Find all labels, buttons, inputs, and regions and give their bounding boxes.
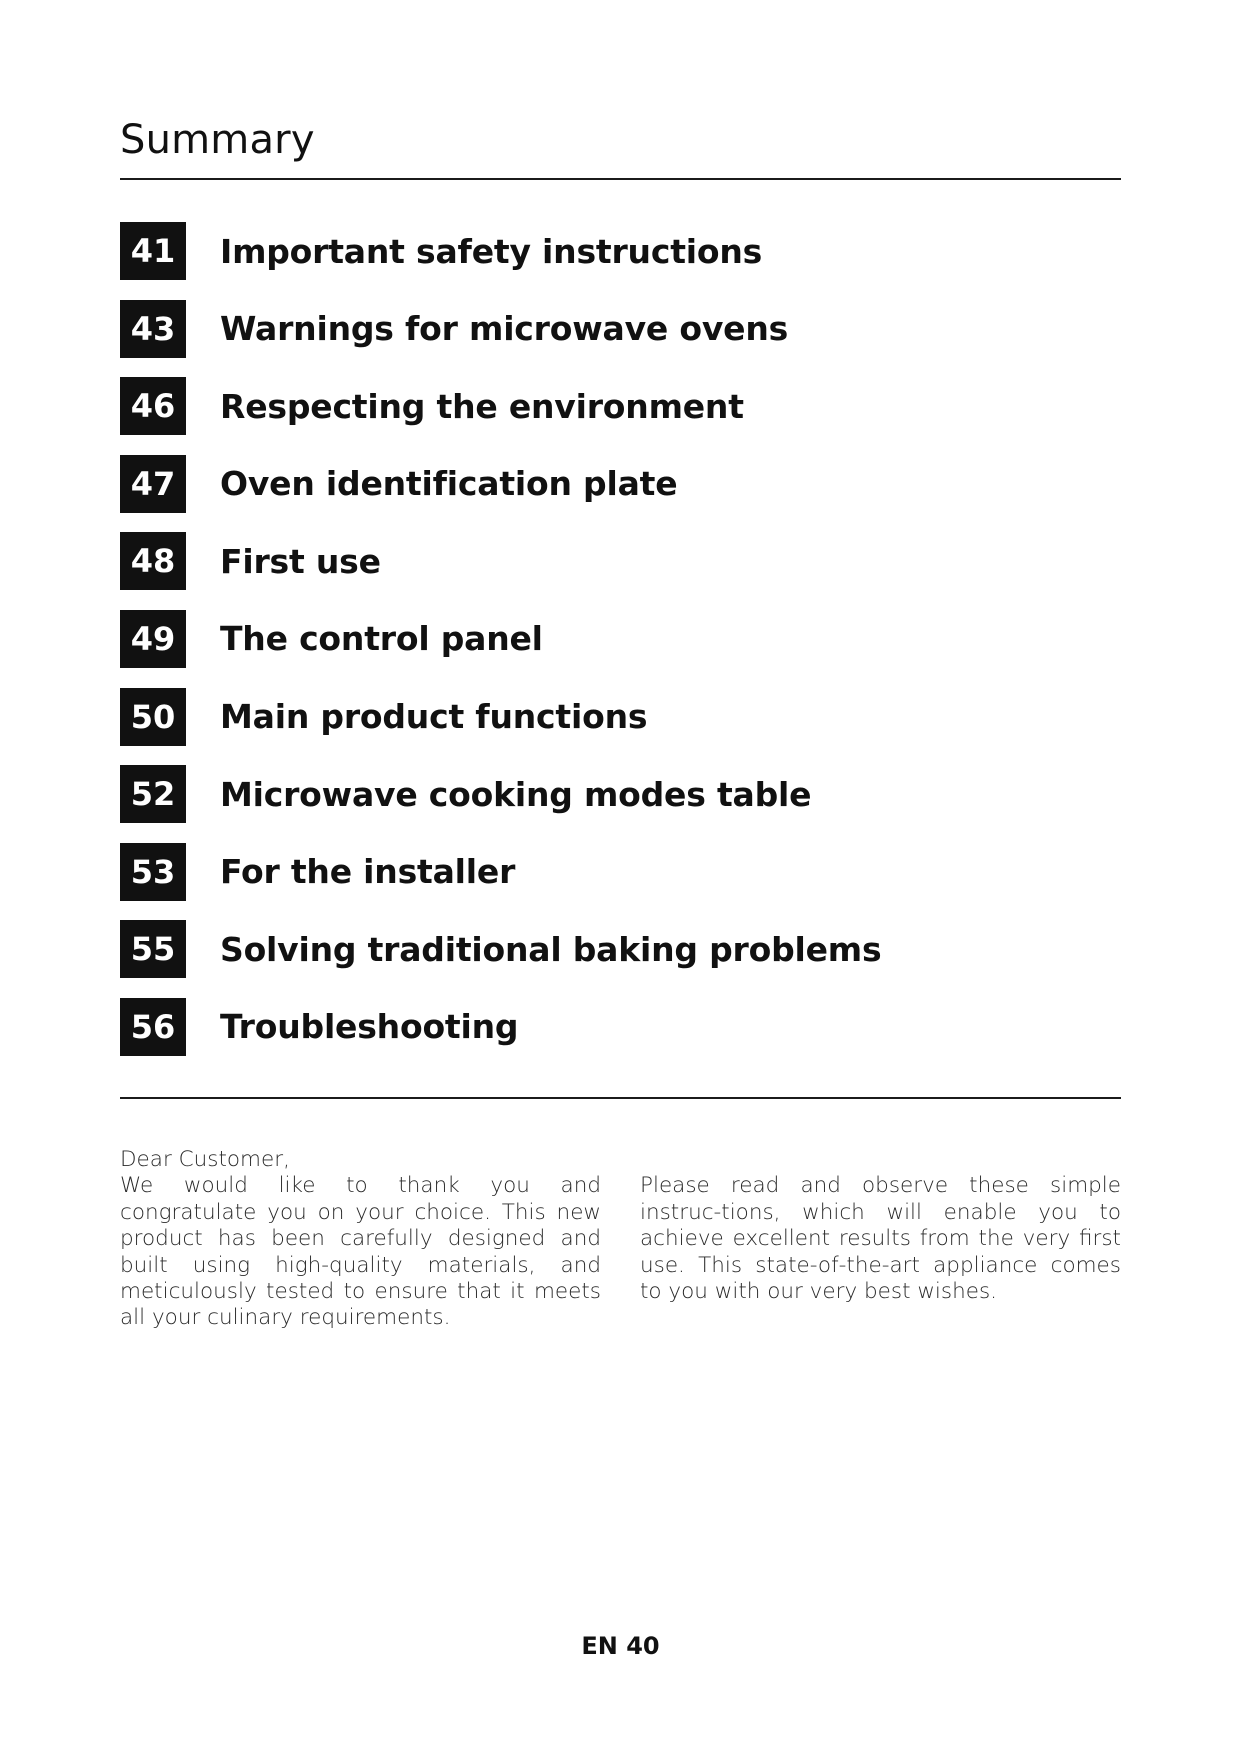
table-of-contents: [120, 222, 1120, 1076]
toc-entry-label: The control panel: [220, 619, 543, 659]
intro-greeting: Dear Customer,: [120, 1147, 290, 1172]
toc-entry[interactable]: [120, 610, 1120, 668]
toc-entry[interactable]: [120, 455, 1120, 513]
toc-entry-label: Main product functions: [220, 697, 648, 737]
toc-entry-label: Respecting the environment: [220, 386, 744, 426]
intro-paragraph-right: Please read and observe these simple instruc-tions, which will enable you to achieve excellent results from the very first use. This state-of-the-art appliance comes to you with our very best wishes.: [640, 1173, 1121, 1305]
toc-entry-label: Troubleshooting: [220, 1007, 519, 1047]
bottom-divider: [120, 1097, 1121, 1099]
toc-page-number: 48: [120, 532, 186, 590]
toc-entry[interactable]: [120, 300, 1120, 358]
intro-column-left: [120, 1147, 601, 1332]
toc-page-number: 41: [120, 222, 186, 280]
toc-entry[interactable]: [120, 377, 1120, 435]
toc-page-number: 56: [120, 998, 186, 1056]
intro-column-right: [640, 1173, 1121, 1305]
page-title: Summary: [120, 117, 315, 163]
toc-entry-label: For the installer: [220, 852, 516, 892]
toc-entry[interactable]: [120, 765, 1120, 823]
top-divider: [120, 178, 1121, 180]
toc-entry[interactable]: [120, 998, 1120, 1056]
toc-entry[interactable]: [120, 532, 1120, 590]
intro-paragraph-left: We would like to thank you and congratulate you on your choice. This new product has been carefully designed and built using high-quality materials, and meticulously tested to ensure that it meets all your culinary requirements.: [120, 1173, 601, 1331]
toc-page-number: 50: [120, 688, 186, 746]
toc-page-number: 46: [120, 377, 186, 435]
toc-entry-label: Oven identification plate: [220, 464, 678, 504]
toc-entry-label: Warnings for microwave ovens: [220, 309, 789, 349]
toc-entry[interactable]: [120, 688, 1120, 746]
toc-entry[interactable]: [120, 920, 1120, 978]
toc-page-number: 53: [120, 843, 186, 901]
toc-page-number: 47: [120, 455, 186, 513]
toc-page-number: 43: [120, 300, 186, 358]
toc-entry-label: Important safety instructions: [220, 231, 763, 271]
toc-page-number: 49: [120, 610, 186, 668]
toc-entry-label: Solving traditional baking problems: [220, 929, 882, 969]
page-number: EN 40: [581, 1632, 660, 1660]
toc-entry-label: Microwave cooking modes table: [220, 774, 812, 814]
toc-page-number: 55: [120, 920, 186, 978]
toc-page-number: 52: [120, 765, 186, 823]
toc-entry[interactable]: [120, 843, 1120, 901]
toc-entry[interactable]: [120, 222, 1120, 280]
toc-entry-label: First use: [220, 541, 381, 581]
